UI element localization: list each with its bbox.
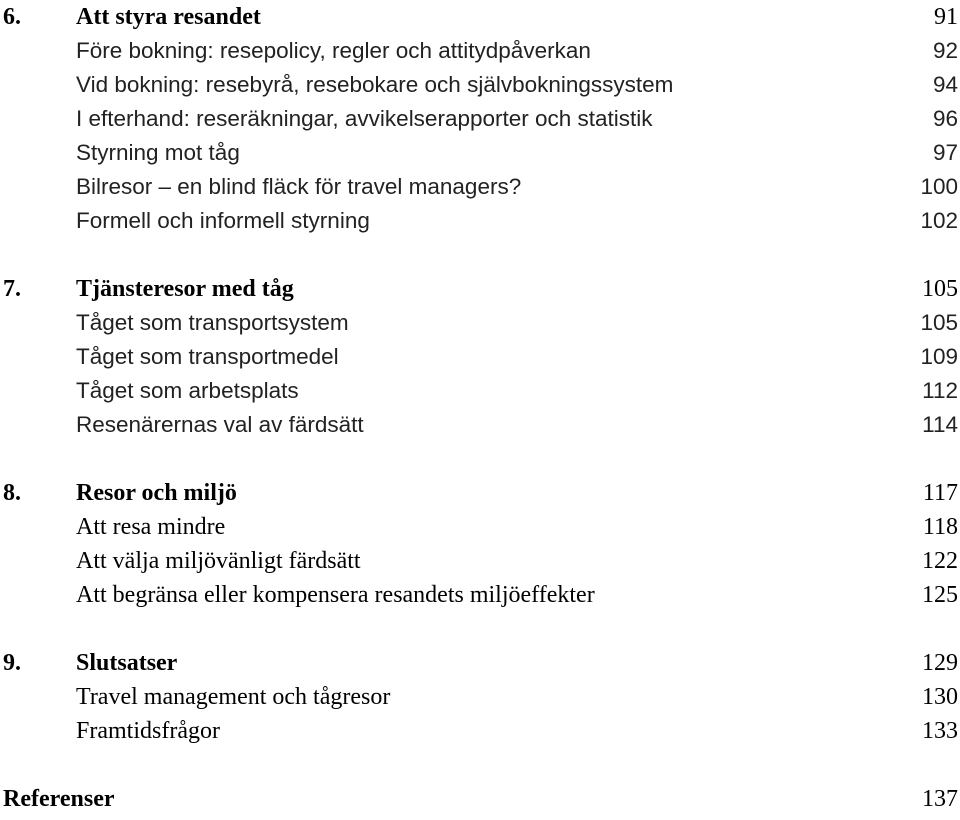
toc-section[interactable] [0,408,960,442]
section-page: 125 [922,582,958,608]
toc-section[interactable] [0,136,960,170]
spacer [0,238,960,272]
section-title: Framtidsfrågor [76,718,220,744]
section-title: Tåget som transportmedel [76,344,339,369]
section-page: 130 [922,684,958,710]
chapter-page: 91 [934,4,958,30]
toc-section[interactable] [0,714,960,748]
toc-section[interactable] [0,306,960,340]
section-title: Att resa mindre [76,514,226,540]
toc-section[interactable] [0,544,960,578]
toc-section[interactable] [0,34,960,68]
section-title: Vid bokning: resebyrå, resebokare och självbokningssystem [76,72,674,97]
toc-chapter-8[interactable] [0,476,960,510]
spacer [0,748,960,782]
chapter-number: 6. [3,4,21,30]
section-page: 109 [920,344,958,369]
toc-section[interactable] [0,510,960,544]
section-title: Bilresor – en blind fläck för travel managers? [76,174,522,199]
toc-section[interactable] [0,204,960,238]
chapter-number: 8. [3,480,21,506]
chapter-number: 9. [3,650,21,676]
section-page: 114 [922,412,958,437]
spacer [0,612,960,646]
chapter-title: Slutsatser [76,650,178,676]
toc-section[interactable] [0,340,960,374]
references-page: 137 [922,786,958,812]
toc-section[interactable] [0,680,960,714]
section-title: Resenärernas val av färdsätt [76,412,364,437]
references-title: Referenser [3,786,115,812]
section-title: Tåget som transportsystem [76,310,349,335]
toc-section[interactable] [0,170,960,204]
toc-section[interactable] [0,578,960,612]
section-page: 92 [932,38,958,63]
section-page: 118 [922,514,958,540]
section-page: 96 [932,106,958,131]
section-page: 112 [922,378,958,403]
section-page: 94 [932,72,958,97]
toc-references[interactable] [0,782,960,816]
toc-section[interactable] [0,102,960,136]
toc-section[interactable] [0,68,960,102]
toc-chapter-6[interactable] [0,0,960,34]
section-page: 97 [932,140,958,165]
chapter-page: 105 [922,276,958,302]
chapter-title: Tjänsteresor med tåg [76,276,294,302]
chapter-page: 117 [922,480,958,506]
spacer [0,442,960,476]
toc-chapter-7[interactable] [0,272,960,306]
chapter-number: 7. [3,276,21,302]
section-title: Att begränsa eller kompensera resandets miljöeffekter [76,582,595,608]
section-title: Styrning mot tåg [76,140,240,165]
toc-section[interactable] [0,374,960,408]
section-title: Tåget som arbetsplats [76,378,299,403]
chapter-title: Att styra resandet [76,4,261,30]
section-page: 100 [920,174,958,199]
section-title: Att välja miljövänligt färdsätt [76,548,361,574]
section-title: Före bokning: resepolicy, regler och attitydpåverkan [76,38,591,63]
chapter-page: 129 [922,650,958,676]
section-page: 105 [920,310,958,335]
section-page: 133 [922,718,958,744]
section-title: Formell och informell styrning [76,208,370,233]
section-title: Travel management och tågresor [76,684,391,710]
section-title: I efterhand: reseräkningar, avvikelserapporter och statistik [76,106,653,131]
chapter-title: Resor och miljö [76,480,237,506]
section-page: 122 [922,548,958,574]
section-page: 102 [920,208,958,233]
toc-chapter-9[interactable] [0,646,960,680]
